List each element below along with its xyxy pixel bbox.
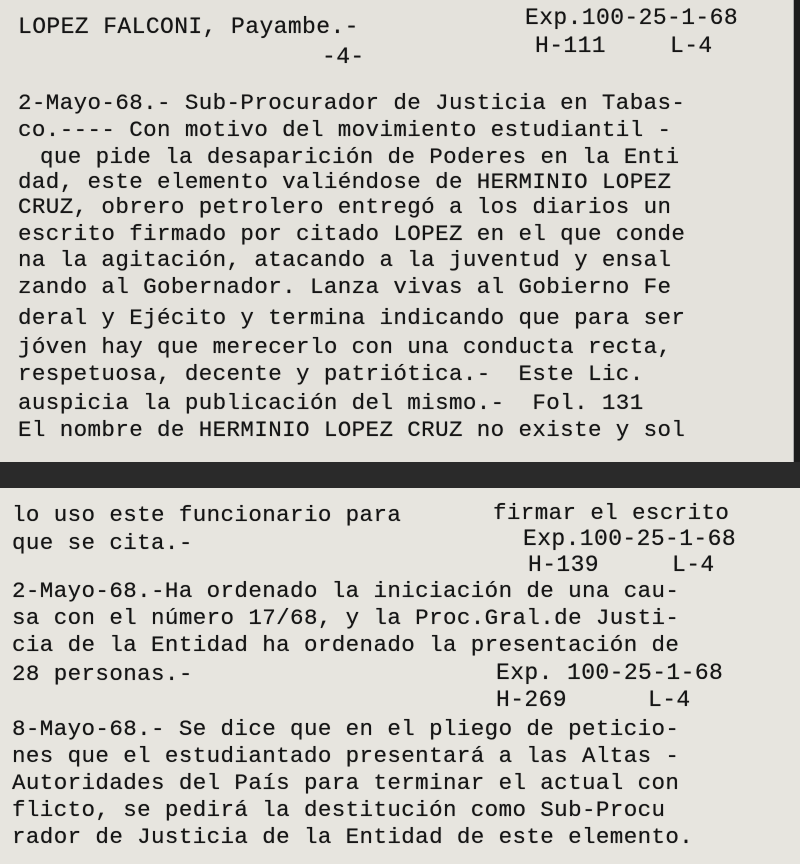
file-reference-h: H-139	[528, 552, 600, 578]
text-line: que se cita.-	[12, 530, 193, 556]
text-line: 8-Mayo-68.- Se dice que en el pliego de peticio-	[12, 716, 680, 742]
card-subject-name: LOPEZ FALCONI, Payambe.-	[18, 14, 359, 40]
file-reference-l: L-4	[670, 33, 713, 59]
file-reference-l: L-4	[648, 687, 691, 713]
text-line: sa con el número 17/68, y la Proc.Gral.de Justi-	[12, 605, 680, 631]
text-line: que pide la desaparición de Poderes en la Enti	[40, 144, 680, 170]
text-line: rador de Justicia de la Entidad de este elemento.	[12, 824, 694, 850]
index-card-2	[0, 488, 800, 864]
text-line: firmar el escrito	[493, 500, 730, 526]
file-reference-exp: Exp. 100-25-1-68	[496, 660, 724, 686]
text-line: deral y Ejécito y termina indicando que para ser	[18, 305, 686, 331]
text-line: nes que el estudiantado presentará a las Altas -	[12, 743, 680, 769]
text-line: auspicia la publicación del mismo.- Fol. 131	[18, 390, 644, 416]
text-line: 28 personas.-	[12, 661, 193, 687]
text-line: lo uso este funcionario para	[12, 502, 402, 528]
file-reference-exp: Exp.100-25-1-68	[525, 5, 739, 31]
text-line: escrito firmado por citado LOPEZ en el que conde	[18, 221, 686, 247]
file-reference-l: L-4	[672, 552, 715, 578]
text-line: flicto, se pedirá la destitución como Sub-Procu	[12, 797, 666, 823]
text-line: zando al Gobernador. Lanza vivas al Gobierno Fe	[18, 274, 672, 300]
text-line: co.---- Con motivo del movimiento estudiantil -	[18, 117, 672, 143]
file-reference-h: H-269	[496, 687, 568, 713]
file-reference-exp: Exp.100-25-1-68	[523, 526, 737, 552]
text-line: na la agitación, atacando a la juventud y ensal	[18, 247, 672, 273]
text-line: Autoridades del País para terminar el actual con	[12, 770, 680, 796]
file-reference-h: H-111	[535, 33, 607, 59]
text-line: El nombre de HERMINIO LOPEZ CRUZ no existe y sol	[18, 417, 686, 443]
text-line: 2-Mayo-68.-Ha ordenado la iniciación de una cau-	[12, 578, 680, 604]
card-separator	[0, 462, 800, 488]
text-line: jóven hay que merecerlo con una conducta recta,	[18, 334, 672, 360]
text-line: dad, este elemento valiéndose de HERMINIO LOPEZ	[18, 169, 672, 195]
text-line: respetuosa, decente y patriótica.- Este Lic.	[18, 361, 644, 387]
text-line: 2-Mayo-68.- Sub-Procurador de Justicia en Tabas-	[18, 90, 686, 116]
card-number: -4-	[322, 44, 365, 70]
text-line: cia de la Entidad ha ordenado la presentación de	[12, 632, 680, 658]
text-line: CRUZ, obrero petrolero entregó a los diarios un	[18, 194, 672, 220]
